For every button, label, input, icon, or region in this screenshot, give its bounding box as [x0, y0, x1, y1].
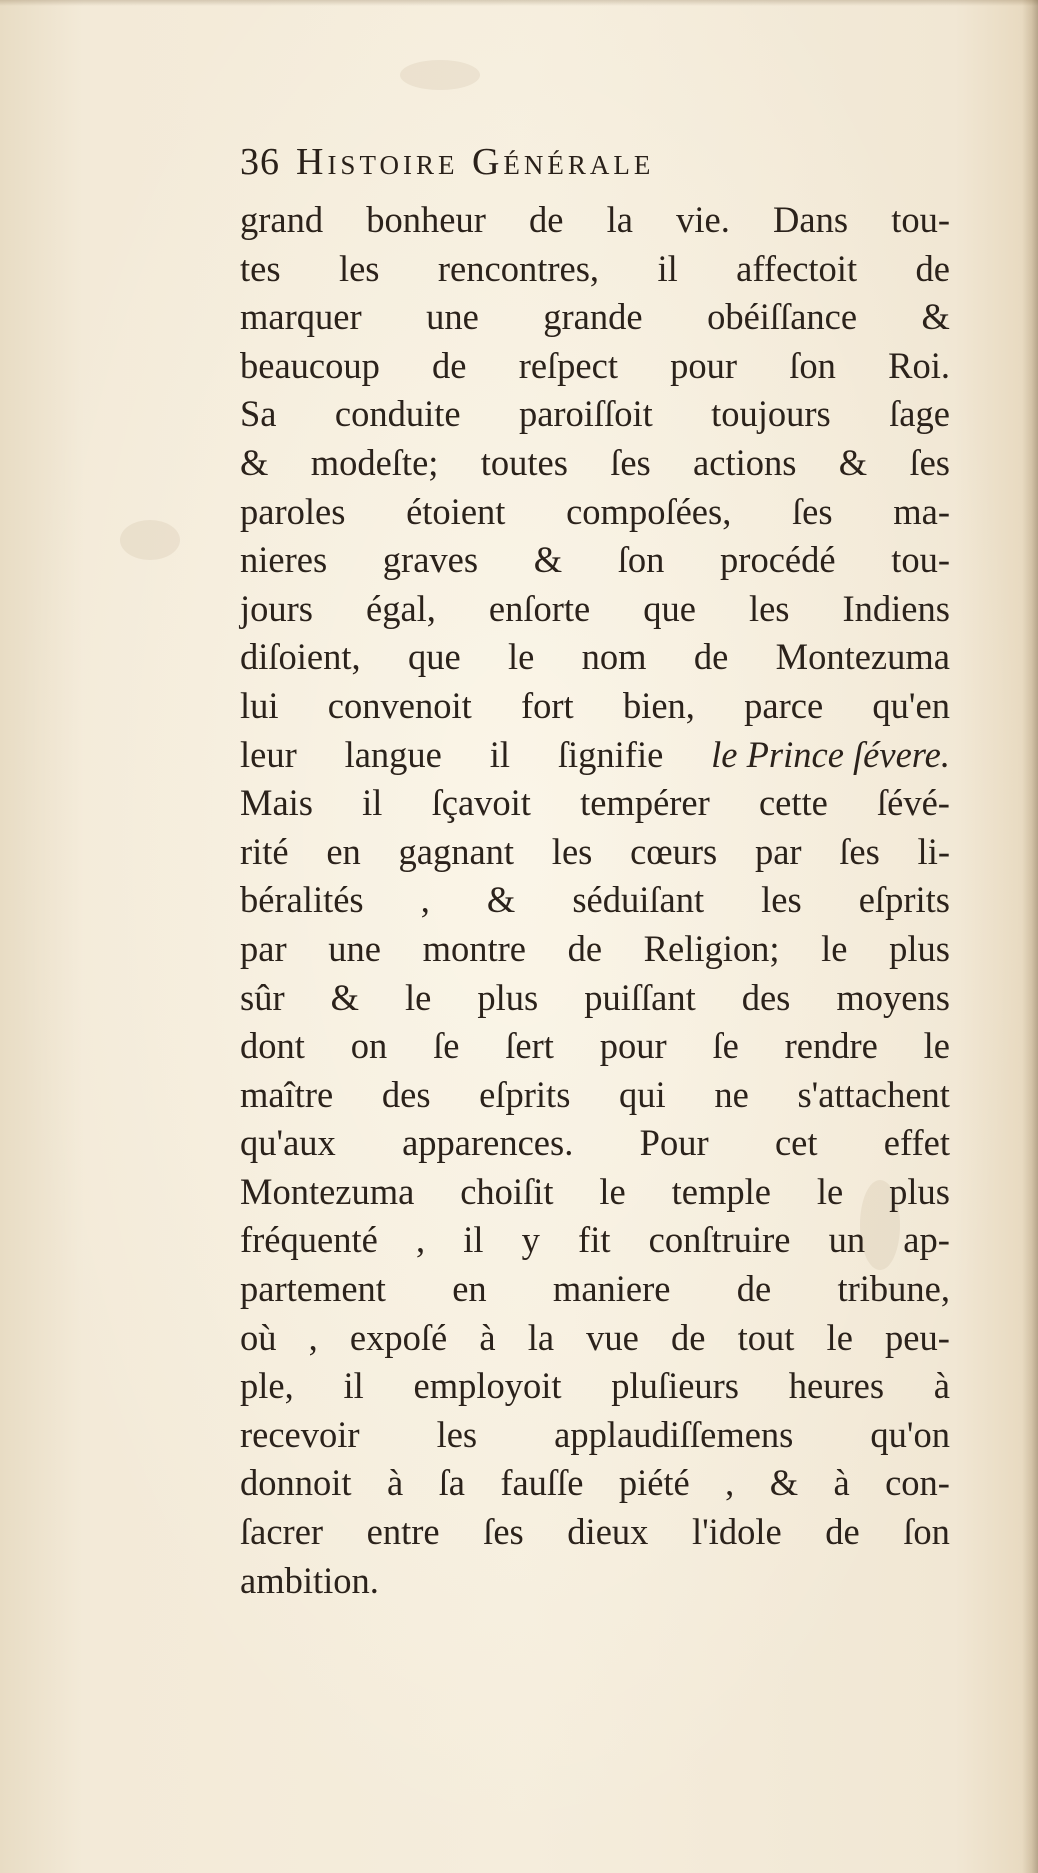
text-word: temple — [671, 1170, 771, 1212]
text-word: cet — [774, 1122, 818, 1164]
text-word: Montezuma — [775, 636, 950, 678]
text-line — [240, 828, 950, 877]
text-word: & — [240, 441, 269, 483]
text-word: le — [507, 636, 535, 678]
text-word: Roi. — [888, 344, 950, 386]
text-word: bien, — [622, 684, 695, 726]
text-word: tempérer — [580, 782, 710, 824]
text-word: , — [725, 1462, 735, 1504]
text-word: le Prince ſévere. — [711, 733, 950, 775]
text-word: heures — [788, 1365, 885, 1407]
text-word: le — [821, 927, 848, 969]
text-word: de — [693, 636, 729, 678]
text-word: de — [671, 1316, 706, 1358]
text-word: par — [240, 927, 287, 969]
text-word: choiſit — [460, 1170, 554, 1212]
text-word: à — [833, 1462, 850, 1504]
text-word: une — [328, 927, 381, 969]
text-word: que — [407, 636, 461, 678]
text-word: applaudiſſemens — [554, 1413, 794, 1455]
text-word: marquer — [240, 296, 362, 338]
text-word: effet — [883, 1122, 950, 1164]
text-word: ſe — [712, 1025, 739, 1067]
text-word: maniere — [552, 1268, 671, 1310]
text-word: rendre — [784, 1025, 878, 1067]
text-word: un — [828, 1219, 866, 1261]
text-word: qu'en — [872, 684, 950, 726]
text-word: montre — [422, 927, 526, 969]
text-word: , — [420, 879, 430, 921]
text-word: en — [326, 830, 361, 872]
text-word: langue — [344, 733, 442, 775]
text-line — [240, 585, 950, 634]
text-word: ſes — [909, 441, 950, 483]
text-word: que — [643, 587, 696, 629]
text-word: le — [405, 976, 432, 1018]
text-word: ſévé- — [877, 782, 950, 824]
text-word: & — [838, 441, 868, 483]
text-word: de — [432, 344, 467, 386]
text-word: jours — [240, 587, 313, 629]
text-line — [240, 731, 950, 780]
text-word: parce — [744, 684, 824, 726]
text-word: & — [330, 976, 360, 1018]
text-word: égal, — [366, 587, 436, 629]
text-word: Pour — [639, 1122, 709, 1164]
text-word: con- — [885, 1462, 950, 1504]
text-word: tout — [737, 1316, 795, 1358]
text-word: les — [551, 830, 593, 872]
text-word: il — [343, 1365, 364, 1407]
text-word: Dans — [773, 199, 849, 240]
text-word: ſon — [903, 1511, 950, 1553]
text-line — [240, 1411, 950, 1460]
text-word: employoit — [413, 1365, 562, 1407]
text-line — [240, 1216, 950, 1265]
text-word: dieux — [567, 1511, 649, 1553]
text-word: obéiſſance — [707, 296, 858, 338]
text-word: tes — [240, 247, 281, 289]
text-word: béralités — [240, 879, 364, 921]
text-word: une — [426, 296, 479, 338]
text-line — [240, 390, 950, 439]
text-word: apparences. — [402, 1122, 574, 1164]
text-word: leur — [240, 733, 297, 775]
text-word: lui — [240, 684, 279, 726]
text-word: ſes — [792, 490, 833, 532]
text-word: toujours — [711, 393, 831, 435]
text-word: grand — [240, 199, 324, 240]
text-line — [240, 342, 950, 391]
text-word: moyens — [836, 976, 950, 1018]
text-word: fauſſe — [500, 1462, 584, 1504]
text-word: il — [463, 1219, 484, 1261]
text-line — [240, 682, 950, 731]
text-word: graves — [382, 539, 479, 581]
text-word: Indiens — [842, 587, 950, 629]
text-line — [240, 1508, 950, 1557]
text-word: plus — [477, 976, 539, 1018]
text-word: nom — [581, 636, 647, 678]
text-word: les — [436, 1413, 478, 1455]
text-word: nieres — [240, 539, 328, 581]
text-word: & — [921, 296, 950, 338]
text-word: de — [736, 1268, 772, 1310]
text-line — [240, 1362, 950, 1411]
text-word: le — [826, 1316, 853, 1358]
text-word: gagnant — [398, 830, 515, 872]
text-word: la — [606, 199, 633, 240]
text-word: l'idole — [691, 1511, 782, 1553]
text-word: qui — [619, 1073, 666, 1115]
text-line — [240, 779, 950, 828]
text-word: il — [657, 247, 678, 289]
text-word: rencontres, — [437, 247, 600, 289]
text-word: , — [415, 1219, 426, 1261]
text-word: ſacrer — [240, 1511, 324, 1553]
text-word: à — [933, 1365, 950, 1407]
text-word: grande — [543, 296, 643, 338]
text-word: ſage — [889, 393, 950, 435]
text-word: diſoient, — [240, 636, 361, 678]
text-word: pour — [670, 344, 738, 386]
page-right-edge — [1022, 0, 1038, 1873]
text-word: le — [599, 1170, 626, 1212]
body-text — [240, 196, 950, 1605]
text-word: ſçavoit — [431, 782, 531, 824]
text-word: à — [386, 1462, 404, 1504]
text-word: conſtruire — [648, 1219, 791, 1261]
text-word: ma- — [893, 490, 950, 532]
text-word: Mais — [240, 782, 313, 824]
paper-stain — [120, 520, 180, 560]
text-word: , — [308, 1316, 318, 1358]
text-word: li- — [917, 830, 950, 872]
text-line — [240, 1119, 950, 1168]
text-word: enſorte — [488, 587, 591, 629]
text-word: entre — [366, 1511, 440, 1553]
text-word: reſpect — [518, 344, 618, 386]
text-word: peu- — [885, 1316, 950, 1358]
text-word: ſert — [505, 1025, 554, 1067]
text-word: convenoit — [327, 684, 472, 726]
text-word: des — [381, 1073, 431, 1115]
text-line — [240, 536, 950, 585]
text-word: fit — [578, 1219, 611, 1261]
text-line — [240, 876, 950, 925]
text-word: où — [240, 1316, 277, 1358]
text-line — [240, 1557, 950, 1606]
text-word: Montezuma — [240, 1170, 415, 1212]
text-word: plus — [889, 927, 950, 969]
text-word: il — [489, 733, 511, 775]
text-word: dont — [240, 1025, 305, 1067]
text-word: ple, — [240, 1365, 294, 1407]
text-word: & — [533, 539, 563, 581]
text-word: de — [825, 1511, 860, 1553]
text-word: la — [527, 1316, 555, 1358]
text-word: qu'aux — [240, 1122, 336, 1164]
text-word: de — [529, 199, 564, 240]
text-word: paroles — [240, 490, 346, 532]
text-line — [240, 196, 950, 245]
text-line — [240, 633, 950, 682]
text-word: paroiſſoit — [518, 393, 653, 435]
text-word: eſprits — [479, 1073, 571, 1115]
text-line — [240, 1459, 950, 1508]
text-word: qu'on — [870, 1413, 950, 1455]
text-word: piété — [618, 1462, 690, 1504]
text-word: ne — [714, 1073, 749, 1115]
text-word: le — [816, 1170, 844, 1212]
text-line — [240, 974, 950, 1023]
text-word: de — [567, 927, 603, 969]
text-line — [240, 293, 950, 342]
text-word: il — [362, 782, 383, 824]
text-word: recevoir — [240, 1413, 360, 1455]
text-word: bonheur — [366, 199, 486, 240]
text-word: cœurs — [630, 830, 718, 872]
text-word: actions — [693, 441, 797, 483]
text-word: vue — [586, 1316, 639, 1358]
text-word: ſa — [438, 1462, 465, 1504]
text-word: Sa — [240, 393, 277, 435]
text-word: puiſſant — [584, 976, 696, 1018]
text-word: maître — [240, 1073, 334, 1115]
text-word: on — [350, 1025, 388, 1067]
text-word: fort — [520, 684, 574, 726]
text-word: des — [741, 976, 791, 1018]
text-word: procédé — [720, 539, 836, 581]
text-line — [240, 1022, 950, 1071]
text-word: ſon — [617, 539, 665, 581]
running-title: Histoire Générale — [296, 141, 655, 183]
text-word: y — [521, 1219, 540, 1261]
text-word: expoſé — [349, 1316, 448, 1358]
paper-stain — [400, 60, 480, 90]
text-line — [240, 1314, 950, 1363]
text-word: sûr — [240, 976, 285, 1018]
text-word: ſes — [610, 441, 651, 483]
text-word: partement — [240, 1268, 386, 1310]
text-word: beaucoup — [240, 344, 380, 386]
text-word: & — [769, 1462, 799, 1504]
text-word: s'attachent — [797, 1073, 950, 1115]
text-word: vie. — [676, 199, 730, 240]
text-word: & — [486, 879, 516, 921]
running-head — [240, 140, 880, 190]
text-word: tou- — [891, 199, 950, 240]
text-word: cette — [758, 782, 828, 824]
text-word: ſes — [839, 830, 880, 872]
text-word: le — [923, 1025, 950, 1067]
page-number: 36 — [240, 141, 280, 183]
text-line — [240, 439, 950, 488]
text-line — [240, 488, 950, 537]
text-word: eſprits — [858, 879, 950, 921]
text-word: ſignifie — [557, 733, 664, 775]
text-word: par — [754, 830, 802, 872]
text-word: pluſieurs — [611, 1365, 740, 1407]
text-word: modeſte; — [310, 441, 439, 483]
text-word: tribune, — [837, 1268, 950, 1310]
text-word: plus — [889, 1170, 950, 1212]
text-word: toutes — [480, 441, 568, 483]
text-word: pour — [599, 1025, 667, 1067]
text-word: en — [452, 1268, 487, 1310]
text-line — [240, 1071, 950, 1120]
text-word: étoient — [406, 490, 506, 532]
text-word: les — [338, 247, 380, 289]
text-word: Religion; — [643, 927, 780, 969]
text-word: ambition. — [240, 1559, 379, 1601]
text-line — [240, 245, 950, 294]
text-word: ap- — [903, 1219, 950, 1261]
text-word: ſe — [433, 1025, 460, 1067]
text-word: compoſées, — [566, 490, 732, 532]
text-word: les — [761, 879, 802, 921]
text-line — [240, 1168, 950, 1217]
text-word: donnoit — [240, 1462, 352, 1504]
text-word: de — [915, 247, 950, 289]
page-top-edge — [0, 0, 1038, 6]
text-word: affectoit — [736, 247, 858, 289]
text-word: à — [479, 1316, 496, 1358]
text-word: tou- — [891, 539, 950, 581]
text-word: séduiſant — [572, 879, 705, 921]
text-line — [240, 1265, 950, 1314]
text-word: ſon — [789, 344, 836, 386]
text-word: conduite — [334, 393, 461, 435]
text-word: fréquenté — [240, 1219, 378, 1261]
text-word: les — [748, 587, 790, 629]
text-word: rité — [240, 830, 289, 872]
text-line — [240, 925, 950, 974]
text-word: ſes — [483, 1511, 524, 1553]
